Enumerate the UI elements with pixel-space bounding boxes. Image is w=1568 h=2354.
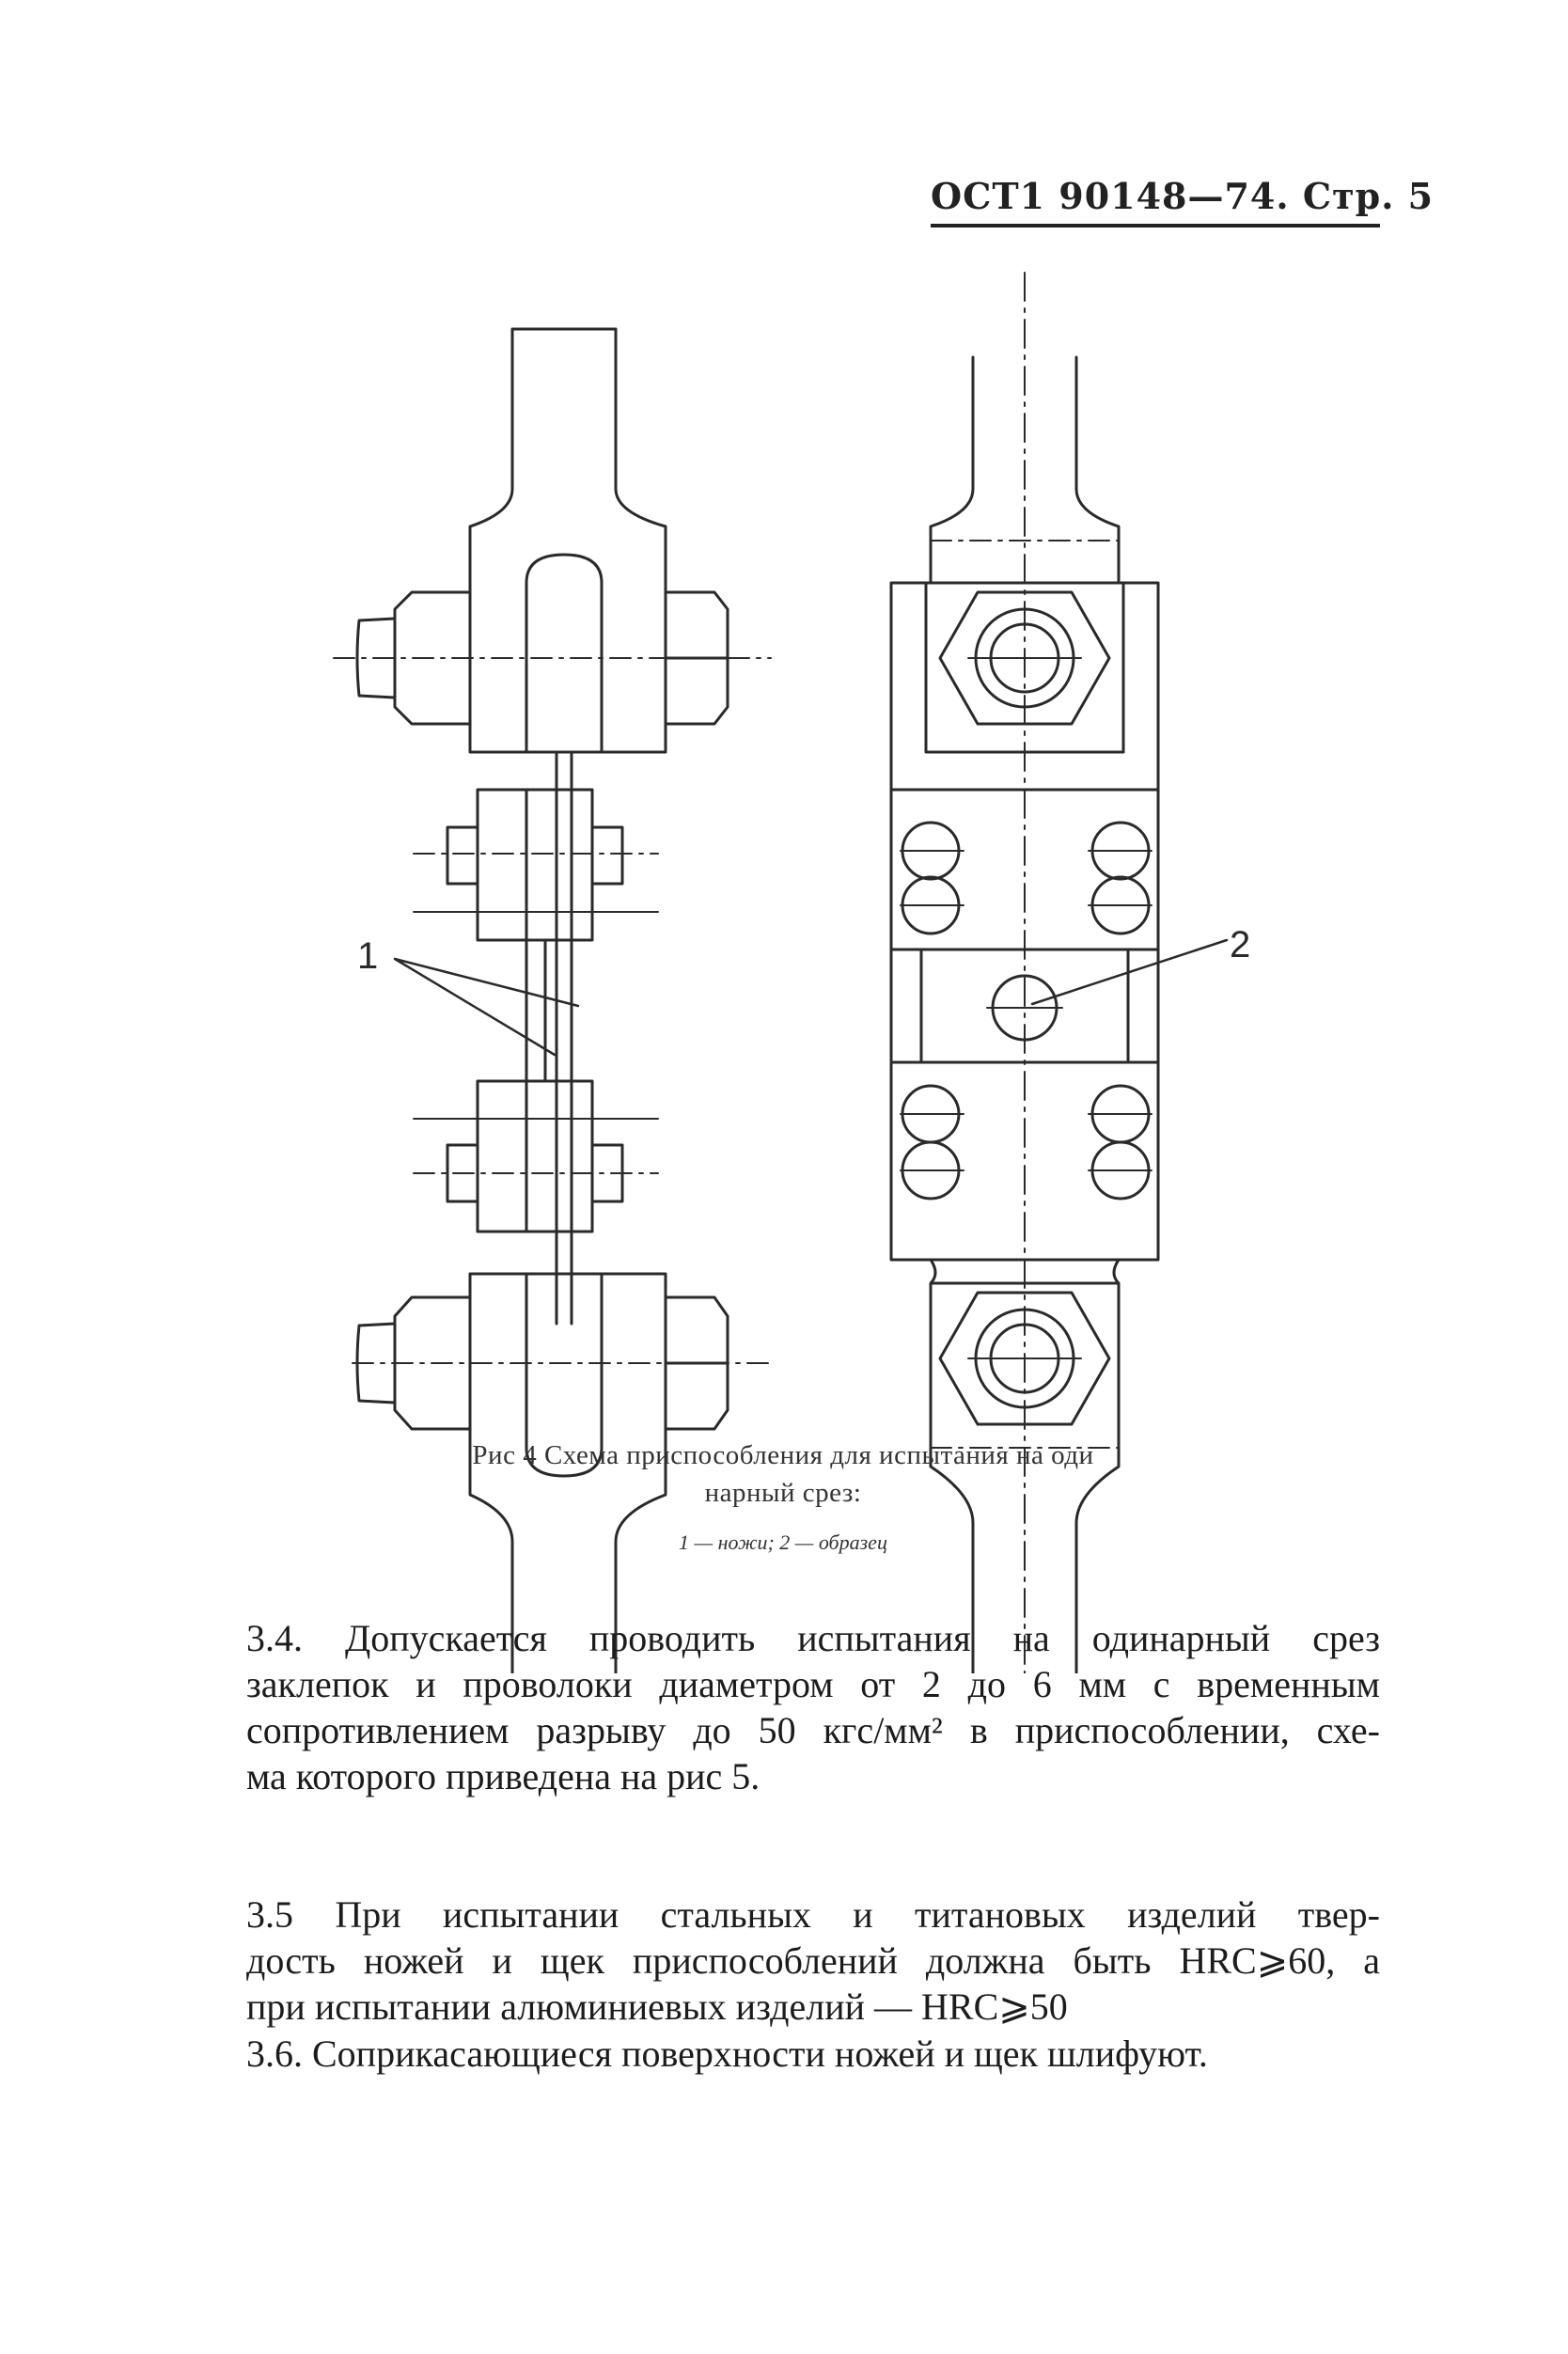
callout-1-label: 1	[357, 935, 379, 977]
paragraph-3-5-line2: дость ножей и щек приспособлений должна быть HRC⩾60, а	[246, 1939, 1380, 1982]
paragraph-3-4-line3: сопротивлением разрыву до 50 кгс/мм² в приспособлении, схе-	[246, 1709, 1380, 1751]
paragraph-3-6	[246, 2031, 1380, 2077]
paragraph-3-5	[246, 1891, 1380, 2030]
paragraph-3-4	[246, 1615, 1380, 1799]
callout-2-label: 2	[1230, 924, 1251, 965]
figure-caption-line1: Рис 4 Схема приспособления для испытания на оди	[472, 1440, 1094, 1470]
paragraph-3-5-line1: 3.5 При испытании стальных и титановых изделий твер-	[246, 1893, 1380, 1936]
paragraph-3-5-line3: при испытании алюминиевых изделий — HRC⩾50	[246, 1985, 1068, 2028]
side-view	[334, 329, 771, 1673]
paragraph-3-4-line4: ма которого приведена на рис 5.	[246, 1755, 760, 1797]
paragraph-3-6-line1: 3.6. Соприкасающиеся поверхности ножей и щек шлифуют.	[246, 2032, 1208, 2075]
figure-caption-legend: 1 — ножи; 2 — образец	[679, 1530, 887, 1554]
figure-caption-line2: нарный срез:	[704, 1478, 862, 1508]
page-header: ОСТ1 90148—74. Стр. 5	[931, 175, 1435, 217]
paragraph-3-4-line2: заклепок и проволоки диаметром от 2 до 6 мм с временным	[246, 1663, 1380, 1705]
paragraph-3-4-line1: 3.4. Допускается проводить испытания на одинарный срез	[246, 1617, 1380, 1659]
